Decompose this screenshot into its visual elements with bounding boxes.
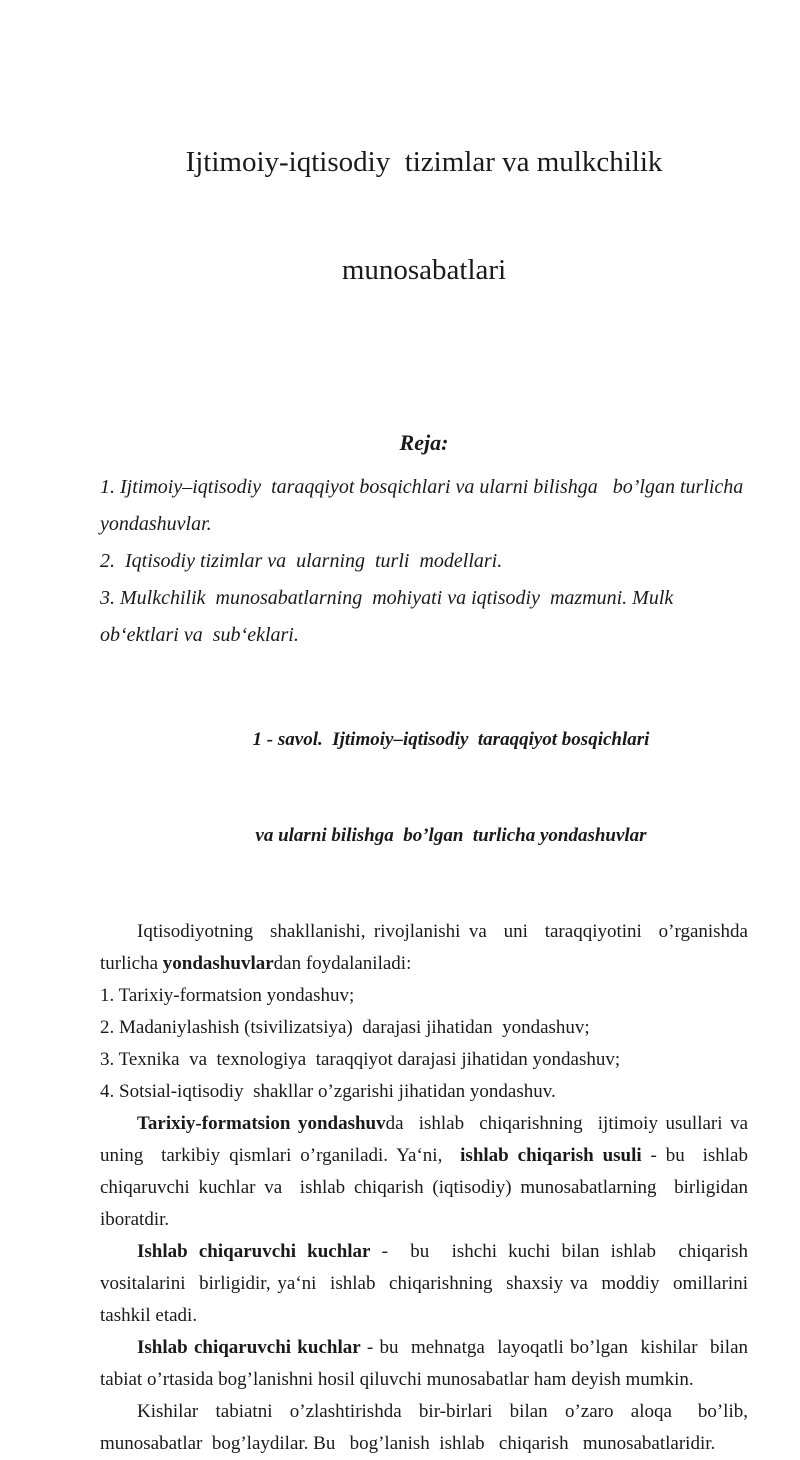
plan-heading: Reja: — [399, 430, 449, 455]
paragraph: Ishlab chiqaruvchi kuchlar - bu mehnatga layoqatli bo’lgan kishilar bilan tabiat o’rtasida bog’lanishni hosil qiluvchi munosabatlar ham deyish mumkin. — [100, 1337, 753, 1390]
question-heading — [100, 660, 748, 916]
question-heading-line-1: 1 - savol. Ijtimoiy–iqtisodiy taraqqiyot bosqichlari — [252, 729, 650, 750]
paragraph: 4. Sotsial-iqtisodiy shakllar o’zgarishi jihatidan yondashuv. — [100, 1081, 556, 1102]
document-title-line-2: munosabatlari — [341, 254, 507, 286]
paragraph: 3. Texnika va texnologiya taraqqiyot darajasi jihatidan yondashuv; — [100, 1049, 621, 1070]
body-text — [100, 916, 753, 1460]
paragraph: Kishilar tabiatni o’zlashtirishda bir-birlari bilan o’zaro aloqa bo’lib, munosabatlar bog’laydilar. Bu bog’lanish ishlab chiqarish munosabatlaridir. — [100, 1401, 753, 1454]
plan-item-1: 1. Ijtimoiy–iqtisodiy taraqqiyot bosqichlari va ularni bilishga bo’lgan turlicha yondashuvlar. — [100, 476, 749, 535]
paragraph: 2. Madaniylashish (tsivilizatsiya) darajasi jihatidan yondashuv; — [100, 1017, 590, 1038]
plan-list — [100, 469, 748, 654]
paragraph: Tarixiy-formatsion yondashuvda ishlab chiqarishning ijtimoiy usullari va uning tarkibiy qismlari o’rganiladi. Yaʻni, ishlab chiqarish usuli - bu ishlab chiqaruvchi kuchlar va ishlab chiqarish (iqtisodiy) munosabatlarning birligidan iboratdir. — [100, 1113, 753, 1230]
paragraph: Iqtisodiyotning shakllanishi, rivojlanishi va uni taraqqiyotini o’rganishda turlicha yondashuvlardan foydalaniladi: — [100, 921, 753, 974]
paragraph: 1. Tarixiy-formatsion yondashuv; — [100, 985, 355, 1006]
document-title-line-1: Ijtimoiy-iqtisodiy tizimlar va mulkchilik — [185, 146, 663, 178]
question-heading-line-2: va ularni bilishga bo’lgan turlicha yondashuvlar — [255, 825, 647, 846]
paragraph: Ishlab chiqaruvchi kuchlar - bu ishchi kuchi bilan ishlab chiqarish vositalarini birligidir, yaʻni ishlab chiqarishning shaxsiy va moddiy omillarini tashkil etadi. — [100, 1241, 753, 1326]
plan-item-3: 3. Mulkchilik munosabatlarning mohiyati va iqtisodiy mazmuni. Mulk obʻektlari va subʻeklari. — [100, 587, 679, 646]
plan-item-2: 2. Iqtisodiy tizimlar va ularning turli modellari. — [100, 550, 503, 572]
document-title — [100, 72, 748, 360]
